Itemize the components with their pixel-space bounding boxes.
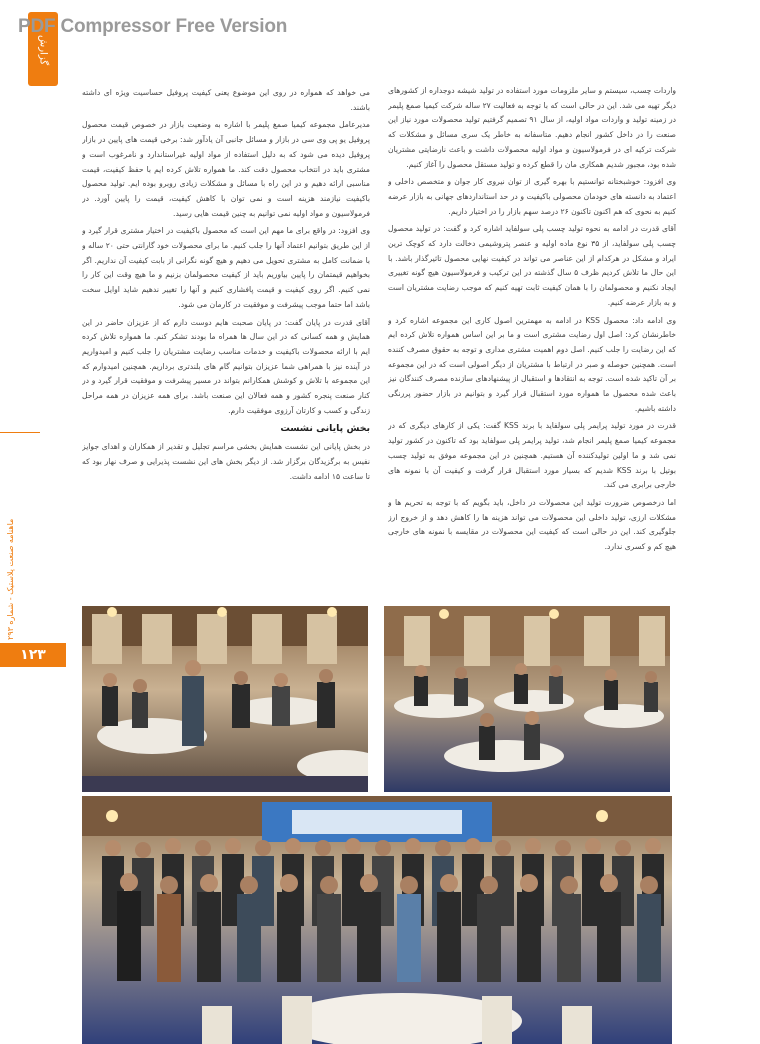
banquet-photo-left	[82, 606, 368, 792]
paragraph: مدیرعامل مجموعه کیمیا صمغ پلیمر با اشاره به وضعیت بازار در خصوص قیمت محصول پروفیل یو پی وی سی در بازار و مسائل جانبی آن یادآور شد: برخی قیمت های پایین در بازار پروفیل دیده می شود که به دلیل استفاده از مواد اولیه غیراستاندارد و نامرغوب است و مشتری باید در انتخاب محصول دقت کند. ما همواره تلاش کرده ایم با حفظ کیفیت، قیمت مناسبی ارائه دهیم و در این راه با مسائل و مشکلات زیادی روبرو بوده ایم. تولید محصول باکیفیت نیازمند هزینه است و نمی توان با کاهش کیفیت، قیمت را پایین آورد. در فرمولاسیون و مواد اولیه نمی توانیم به چنین قیمت هایی رسید.	[82, 120, 370, 218]
article-column-right	[388, 84, 676, 602]
section-tab-label: گزارش	[37, 34, 49, 66]
article-column-left	[82, 86, 370, 606]
paragraph: اما درخصوص ضرورت تولید این محصولات در داخل، باید بگویم که با توجه به تحریم ها و مشکلات ارزی، تولید داخلی این محصولات می تواند هزینه ها را کاهش دهد و از خروج ارز جلوگیری کند. این در حالی است که کیفیت این محصولات در مقایسه با نمونه های خارجی هیچ کم و کسری ندارد.	[388, 497, 676, 552]
closing-paragraph: در بخش پایانی این نشست همایش بخشی مراسم تجلیل و تقدیر از همکاران و اهدای جوایز نفیس به برگزیدگان برگزار شد. از دیگر بخش های این نشست پذیرایی و صرف نهار بود که تا ساعت ۱۵ ادامه داشت.	[82, 442, 370, 481]
paragraph: واردات چسب، سیستم و سایر ملزومات مورد استفاده در تولید شیشه دوجداره از کشورهای دیگر تهیه می شد. این در حالی است که با توجه به فعالیت ۲۷ ساله شرکت کیمیا صمغ پلیمر در زمینه تولید و واردات مواد اولیه، از سال ۹۱ تصمیم گرفتیم تولید محصولات مورد نیاز این صنعت را در داخل کشور انجام دهیم. متاسفانه به خاطر یک سری مسائل و مشکلات که شرکت ترکیه ای در فرمولاسیون و مواد اولیه محصولات داشت و باعث نارضایتی مشتریان شده بود، مجبور شدیم همکاری مان را قطع کرده و تولید مستقل محصول را آغاز کنیم.	[388, 86, 676, 169]
watermark-text: PDF Compressor Free Version	[18, 16, 288, 37]
paragraph: وی افزود: خوشبختانه توانستیم با بهره گیری از توان نیروی کار جوان و متخصص داخلی و اعتماد به دانسته های خودمان محصولی باکیفیت و در حد استانداردهای جهانی به بازار عرضه کنیم به نحوی که هم اکنون تاکنون ۲۶ درصد سهم بازار را در اختیار داریم.	[388, 177, 676, 216]
side-divider	[0, 432, 40, 433]
paragraph: وی افزود: در واقع برای ما مهم این است که محصول باکیفیت در اختیار مشتری قرار گیرد و از این طریق بتوانیم اعتماد آنها را جلب کنیم. ما برای محصولات خود گارانتی حتی ۲۰ ساله و با ضمانت کامل به مشتری تحویل می دهیم و هیچ گونه نگرانی از بابت کیفیت آن نداریم. اگر بخواهیم قیمتمان را پایین بیاوریم باید از کیفیت محصولمان بزنیم و ما هیچ وقت این کار را نمی کنیم. اگر روی کیفیت و قیمت پافشاری کنیم و آنها را تغییر ندهیم شاید اوایل سخت باشد اما حتما موجب پیشرفت و موفقیت در کارمان می شود.	[82, 226, 370, 309]
paragraph: وی ادامه داد: محصول KSS در ادامه به مهمترین اصول کاری این مجموعه اشاره کرد و خاطرنشان کرد: اصل اول رضایت مشتری است و ما بر این اساس همواره تلاش کرده ایم که این رضایت را جلب کنیم. اصل دوم اهمیت مشتری مداری و توجه به حقوق مصرف کننده است. همچنین حوصله و صبر در ارتباط با مشتریان از دیگر اصولی است که در این مجموعه بر آن تاکید شده است. توجه به انتقادها و استقبال از پیشنهادهای سازنده مصرف کنندگان نیز باعث شده محصول ما همواره مورد استقبال قرار گیرد و بتوانیم در بازار حضور پررنگی داشته باشیم.	[388, 315, 676, 413]
side-caption: ماهنامه صنعت پلاستیک - شماره ۲۹۳	[6, 518, 15, 640]
paragraph: آقای قدرت در پایان گفت: در پایان صحبت هایم دوست دارم که از عزیزان حاضر در این همایش و همه کسانی که در این سال ها همراه ما بودند تشکر کنم. ما همواره تلاش کرده ایم با ارائه محصولات باکیفیت و خدمات مناسب رضایت مشتریان را جلب کنیم و امیدواریم در آینده نیز با همراهی شما عزیزان بتوانیم گام های بلندتری برداریم. همچنین امیدوارم که این مجموعه با تلاش و کوشش همکارانم بتواند در مسیر پیشرفت و موفقیت قرار گیرد و در کنار صنعت پنجره کشور و همه فعالان این صنعت باشد. برای همه عزیزان در همه مراحل زندگی و کسب و کارتان آرزوی موفقیت دارم.	[82, 317, 370, 415]
page-number: ۱۲۳	[0, 643, 66, 667]
section-heading: بخش پایانی نشست	[280, 423, 370, 435]
paragraph: قدرت در مورد تولید پرایمر پلی سولفاید با برند KSS گفت: یکی از کارهای دیگری که در مجموعه کیمیا صمغ پلیمر انجام شد، تولید پرایمر پلی سولفاید بود که تاکنون در کشور تولید نمی شد و ما اولین تولیدکننده آن هستیم. همچنین در این مجموعه موفق به تولید چسب بوتیل با برند KSS شدیم که بسیار مورد استقبال قرار گرفت و کیفیت آن با نمونه های خارجی برابری می کند.	[388, 421, 676, 490]
banquet-photo-right	[384, 606, 670, 792]
group-photo	[82, 796, 672, 1044]
paragraph: می خواهد که همواره در روی این موضوع یعنی کیفیت پروفیل حساسیت ویژه ای داشته باشند.	[82, 88, 370, 112]
paragraph: آقای قدرت در ادامه به نحوه تولید چسب پلی سولفاید اشاره کرد و گفت: در تولید محصول چسب پلی سولفاید، از ۳۵ نوع ماده اولیه و عنصر پتروشیمی دخالت دارد که کوچک ترین ایراد و مشکل در هرکدام از این عناصر می تواند در کیفیت نهایی محصول تاثیرگذار باشد. با این حال ما تلاش کردیم ظرف ۵ سال گذشته در این ترکیب و فرمولاسیون هیچ گونه تغییری ایجاد نکنیم و محصولمان را با همان کیفیت ثابت تهیه کنیم که موجب رضایت مشتریان است و به بازار عرضه کنیم.	[388, 224, 676, 307]
